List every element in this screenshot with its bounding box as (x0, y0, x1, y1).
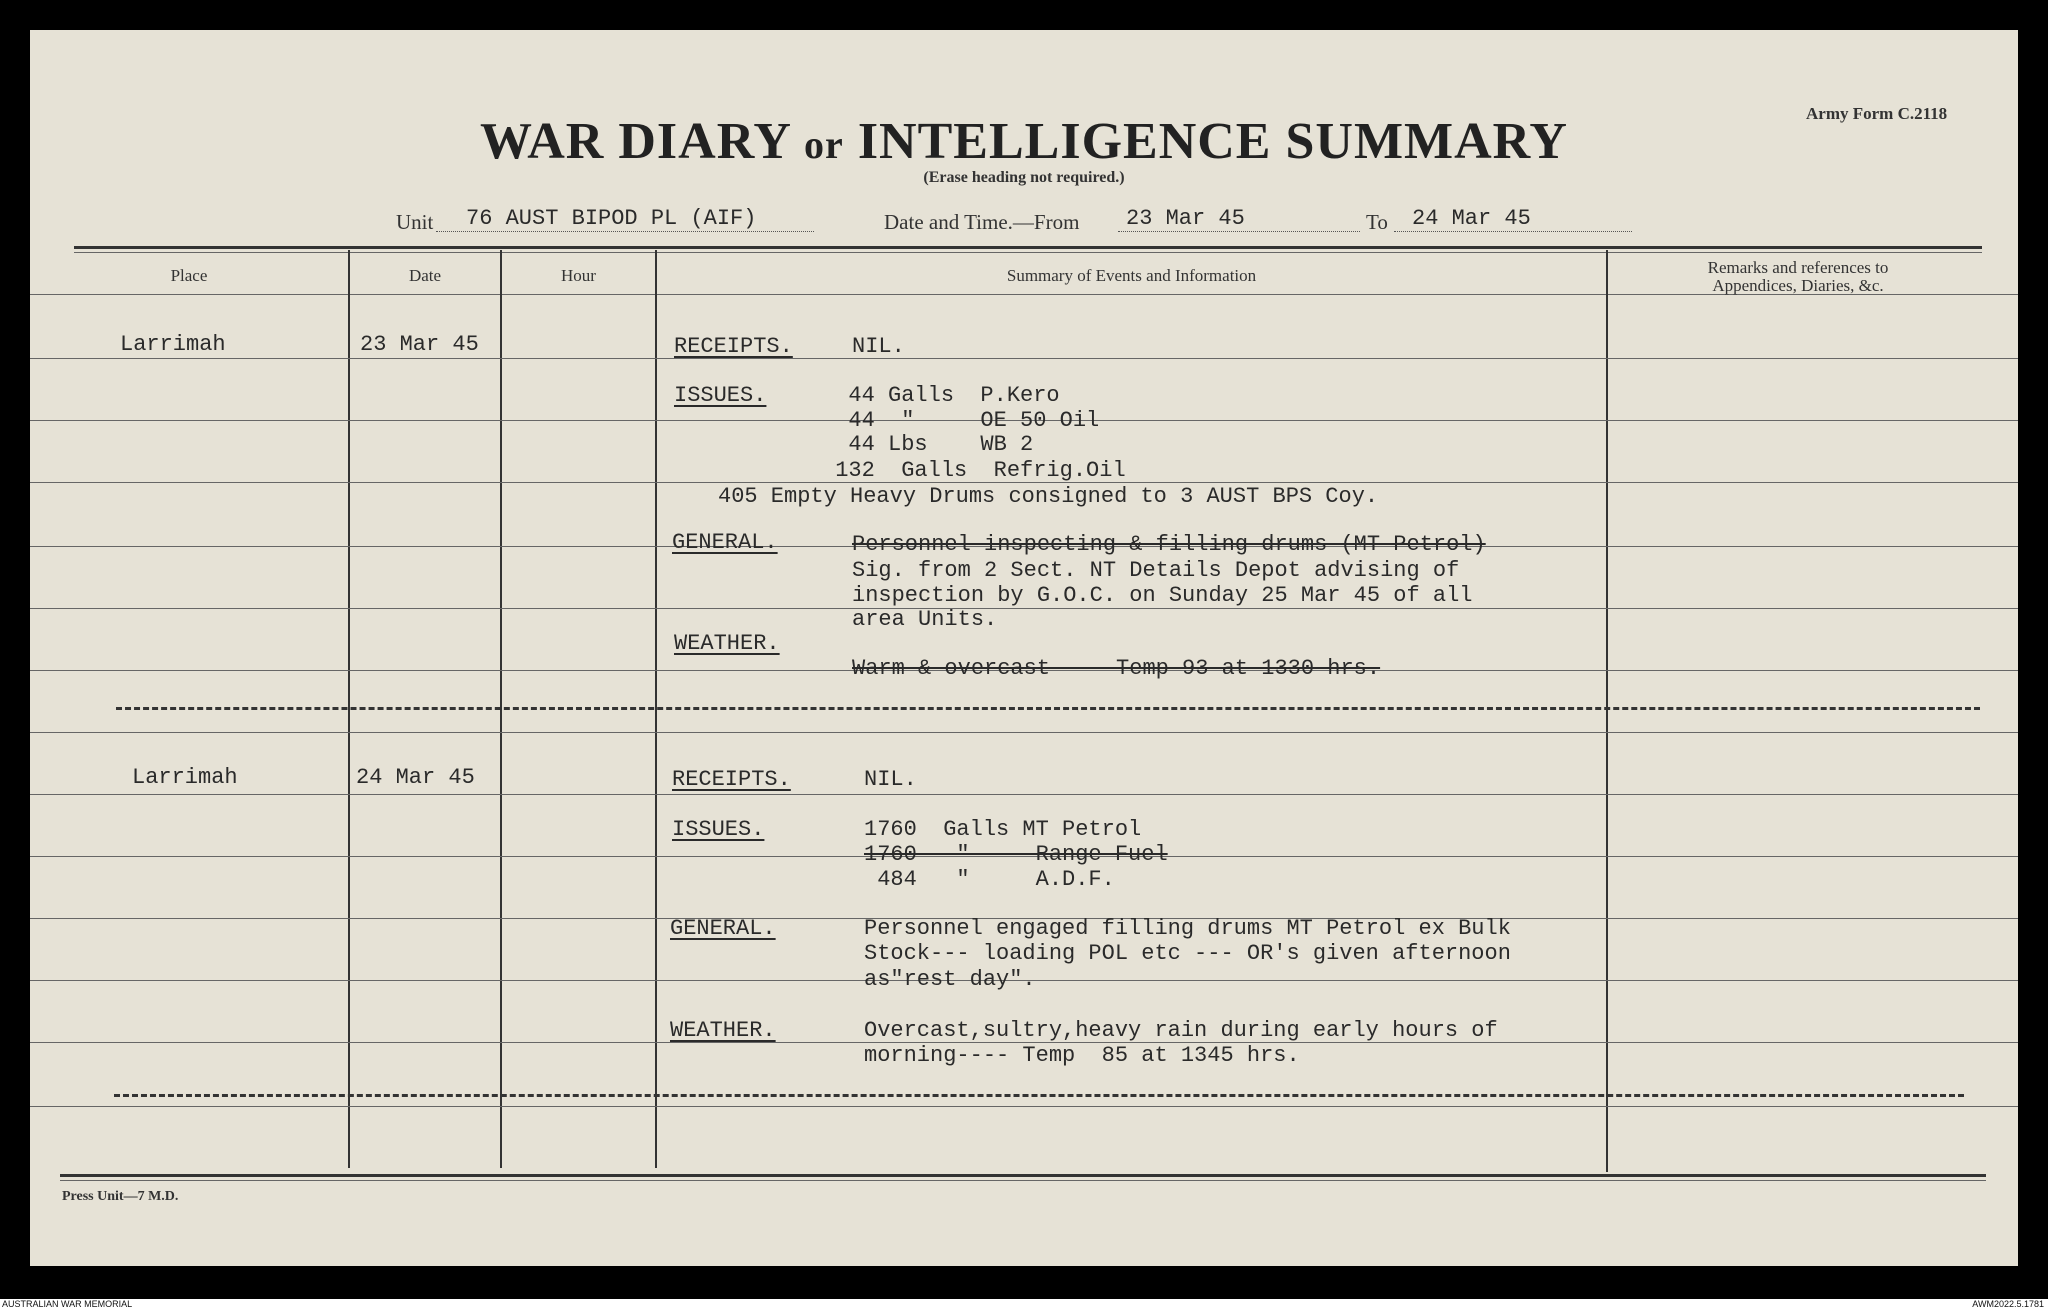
col-header-place: Place (170, 266, 208, 285)
table-bottom-rule-thin (60, 1180, 1986, 1181)
entry-1-weather-value: Warm & overcast --- Temp 93 at 1330 hrs. (852, 656, 1381, 681)
entry-1-issues-line-1: 44 Galls P.Kero (822, 383, 1060, 408)
entry-1-general-label: GENERAL. (672, 530, 778, 555)
archive-id: AWM2022.5.1781 (1972, 1299, 2044, 1309)
entry-1-general-line-1: Personnel inspecting & filling drums (MT Petrol) (852, 532, 1486, 557)
entry-2-issues-line-3: 484 " A.D.F. (864, 867, 1115, 892)
entry-2-issues-line-1: 1760 Galls MT Petrol (864, 817, 1142, 842)
entry-2-general-line-3: as"rest day". (864, 967, 1036, 992)
entry-1-issues-line-2: 44 " OE 50 Oil (822, 408, 1100, 433)
title-intelligence-summary: INTELLIGENCE SUMMARY (857, 113, 1568, 170)
col-divider-summary (1606, 250, 1608, 1172)
entry-2-weather-label: WEATHER. (670, 1018, 776, 1043)
date-from-underline (1118, 231, 1360, 232)
entry-1-receipts-value: NIL. (852, 334, 905, 359)
entry-1-general-line-2: Sig. from 2 Sect. NT Details Depot advising of (852, 558, 1460, 583)
entry-1-date: 23 Mar 45 (360, 332, 479, 357)
ruled-line (30, 732, 2018, 733)
col-header-summary: Summary of Events and Information (1006, 266, 1257, 285)
date-label: Date and Time.—From (884, 210, 1080, 234)
col-header-date: Date (408, 266, 442, 285)
entry-2-general-line-2: Stock--- loading POL etc --- OR's given afternoon (864, 941, 1511, 966)
entry-2-general-line-1: Personnel engaged filling drums MT Petrol ex Bulk (864, 916, 1511, 941)
army-form-number: Army Form C.2118 (1806, 104, 1948, 123)
date-from: 23 Mar 45 (1126, 206, 1245, 231)
entry-2-general-label: GENERAL. (670, 916, 776, 941)
entry-1-weather-label: WEATHER. (674, 631, 780, 656)
remarks-line-1: Remarks and references to (1707, 258, 1889, 277)
table-top-rule-thin (74, 252, 1982, 253)
entry-1-place: Larrimah (120, 332, 226, 357)
entry-1-receipts-label: RECEIPTS. (674, 334, 793, 359)
date-to-underline (1394, 231, 1632, 232)
ruled-line (30, 794, 2018, 795)
entry-2-date: 24 Mar 45 (356, 765, 475, 790)
col-header-remarks (1608, 259, 1988, 295)
to-label: To (1366, 210, 1388, 234)
unit-value: 76 AUST BIPOD PL (AIF) (466, 206, 757, 231)
press-unit-note: Press Unit—7 M.D. (62, 1189, 179, 1204)
entry-1-drums-line: 405 Empty Heavy Drums consigned to 3 AUST BPS Coy. (718, 484, 1379, 509)
entry-2-issues-label: ISSUES. (672, 817, 765, 842)
entry-1-issues-label: ISSUES. (674, 383, 767, 408)
erase-note: (Erase heading not required.) (923, 169, 1125, 186)
archive-source: AUSTRALIAN WAR MEMORIAL (2, 1299, 133, 1309)
entry-2-issues-line-2: 1760 " Range Fuel (864, 842, 1168, 867)
entry-2-weather-line-2: morning---- Temp 85 at 1345 hrs. (864, 1043, 1300, 1068)
entry-2-weather-line-1: Overcast,sultry,heavy rain during early hours of (864, 1018, 1498, 1043)
archive-footer (0, 1299, 2048, 1309)
date-to: 24 Mar 45 (1412, 206, 1531, 231)
entry-2-receipts-value: NIL. (864, 767, 917, 792)
entry-divider (114, 1094, 1964, 1097)
entry-1-general-line-3: inspection by G.O.C. on Sunday 25 Mar 45 of all (852, 583, 1473, 608)
page-title (0, 112, 2048, 171)
remarks-line-2: Appendices, Diaries, &c. (1712, 276, 1884, 295)
entry-divider (116, 707, 1980, 710)
entry-2-receipts-label: RECEIPTS. (672, 767, 791, 792)
ruled-line (30, 358, 2018, 359)
table-bottom-rule (60, 1174, 1986, 1177)
title-war-diary: WAR DIARY (480, 113, 791, 170)
unit-underline (436, 231, 814, 232)
table-top-rule (74, 246, 1982, 249)
ruled-line (30, 608, 2018, 609)
entry-1-general-line-4: area Units. (852, 607, 998, 632)
entry-2-place: Larrimah (132, 765, 238, 790)
col-header-hour: Hour (561, 266, 596, 285)
unit-label: Unit (396, 210, 434, 234)
entry-1-issues-line-4: 132 Galls Refrig.Oil (822, 458, 1126, 483)
entry-1-issues-line-3: 44 Lbs WB 2 (822, 432, 1034, 457)
ruled-line (30, 1106, 2018, 1107)
title-or: or (804, 122, 844, 167)
